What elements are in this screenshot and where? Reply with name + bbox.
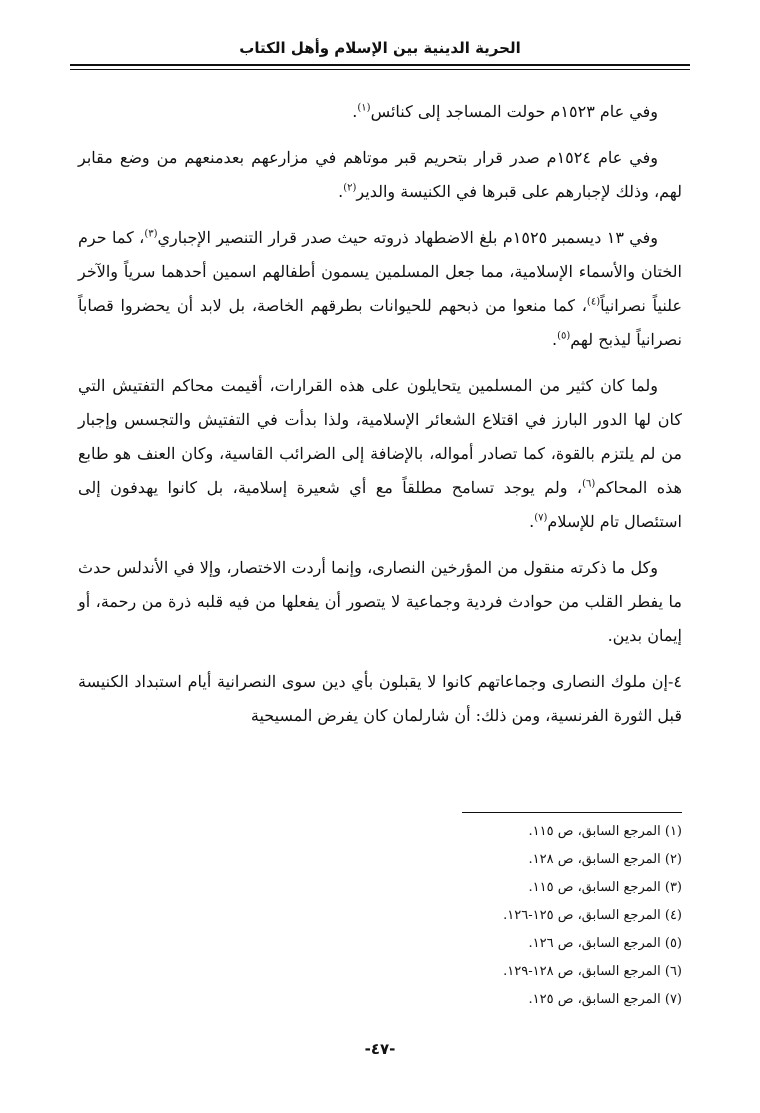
- paragraph-6: [78, 665, 682, 733]
- header-title: الحرية الدينية بين الإسلام وأهل الكتاب: [239, 39, 521, 57]
- footnote-item: (٥) المرجع السابق، ص ١٢٦.: [528, 936, 682, 951]
- footnote-ref: (٤): [586, 296, 601, 308]
- footnote-item: (٢) المرجع السابق، ص ١٢٨.: [528, 852, 682, 867]
- footnote-item: (٣) المرجع السابق، ص ١١٥.: [528, 880, 682, 895]
- footnote-ref: (٧): [534, 512, 548, 524]
- running-header: [70, 38, 690, 68]
- footnote-ref: (٦): [582, 478, 596, 490]
- footnote-separator: [462, 812, 682, 813]
- paragraph-text: ، ولم يوجد تسامح مطلقاً مع أي شعيرة إسلامية، بل كانوا يهدفون إلى استئصال تام للإسلام: [78, 478, 682, 531]
- header-rule-thick: [70, 64, 690, 66]
- paragraph-5: [78, 551, 682, 653]
- paragraph-2: [78, 141, 682, 209]
- paragraph-text: ولما كان كثير من المسلمين يتحايلون على هذه القرارات، أقيمت محاكم التفتيش التي كان لها الدور البارز في اقتلاع الشعائر الإسلامية، ولذا بدأت في التفتيش والتجسس وإجبار من لم يلتزم بالقوة، كما تصادر أمواله، بالإضافة إلى الضرائب القاسية، وكان العنف هو طابع هذه المحاكم: [78, 376, 683, 497]
- header-rule-thin: [70, 69, 690, 70]
- paragraph-text: وفي عام ١٥٢٣م حولت المساجد إلى كنائس: [370, 102, 658, 121]
- paragraph-text: وفي ١٣ ديسمبر ١٥٢٥م بلغ الاضطهاد ذروته حيث صدر قرار التنصير الإجباري: [157, 228, 659, 247]
- paragraph-tail: .: [338, 182, 344, 201]
- paragraph-text: وفي عام ١٥٢٤م صدر قرار بتحريم قبر موتاهم في مزارعهم بعدمنعهم من وضع مقابر لهم، وذلك لإجبارهم على قبرها في الكنيسة والدير: [78, 148, 682, 201]
- paragraph-4: [78, 369, 682, 539]
- footnote-item: (٧) المرجع السابق، ص ١٢٥.: [528, 992, 682, 1007]
- body-text: [78, 95, 682, 745]
- paragraph-3: [78, 221, 682, 357]
- paragraph-text: ، كما منعوا من ذبحهم للحيوانات بطرقهم الخاصة، بل لابد أن يحضروا قصاباً نصرانياً ليذبح لهم: [78, 296, 682, 349]
- paragraph-tail: .: [552, 330, 558, 349]
- footnote-ref: (٣): [144, 228, 158, 240]
- paragraph-text: ٤-إن ملوك النصارى وجماعاتهم كانوا لا يقبلون بأي دين سوى النصرانية أيام استبداد الكنيسة قبل الثورة الفرنسية، ومن ذلك: أن شارلمان كان يفرض المسيحية: [78, 672, 682, 725]
- paragraph-text: وكل ما ذكرته منقول من المؤرخين النصارى، وإنما أردت الاختصار، وإلا في الأندلس حدث ما يفطر القلب من حوادث فردية وجماعية لا يتصور أن يفعلها من فيه قلبه ذرة من رحمة، أو إيمان بدين.: [78, 558, 682, 645]
- paragraph-tail: .: [529, 512, 535, 531]
- footnotes: [78, 818, 682, 1014]
- footnote-item: (٦) المرجع السابق، ص ١٢٨-١٢٩.: [503, 964, 682, 979]
- paragraph-tail: .: [352, 102, 358, 121]
- paragraph-1: [78, 95, 682, 129]
- footnote-ref: (٢): [343, 182, 357, 194]
- footnote-item: (٤) المرجع السابق، ص ١٢٥-١٢٦.: [503, 908, 682, 923]
- footnote-item: (١) المرجع السابق، ص ١١٥.: [528, 824, 682, 839]
- page-number: -٤٧-: [364, 1040, 396, 1058]
- paragraph-text: ، كما حرم الختان والأسماء الإسلامية، مما جعل المسلمين يسمون أطفالهم اسمين أحدهما سرياً والآخر علنياً نصرانياً: [78, 228, 682, 315]
- footnote-ref: (١): [357, 102, 371, 114]
- footnote-ref: (٥): [557, 330, 571, 342]
